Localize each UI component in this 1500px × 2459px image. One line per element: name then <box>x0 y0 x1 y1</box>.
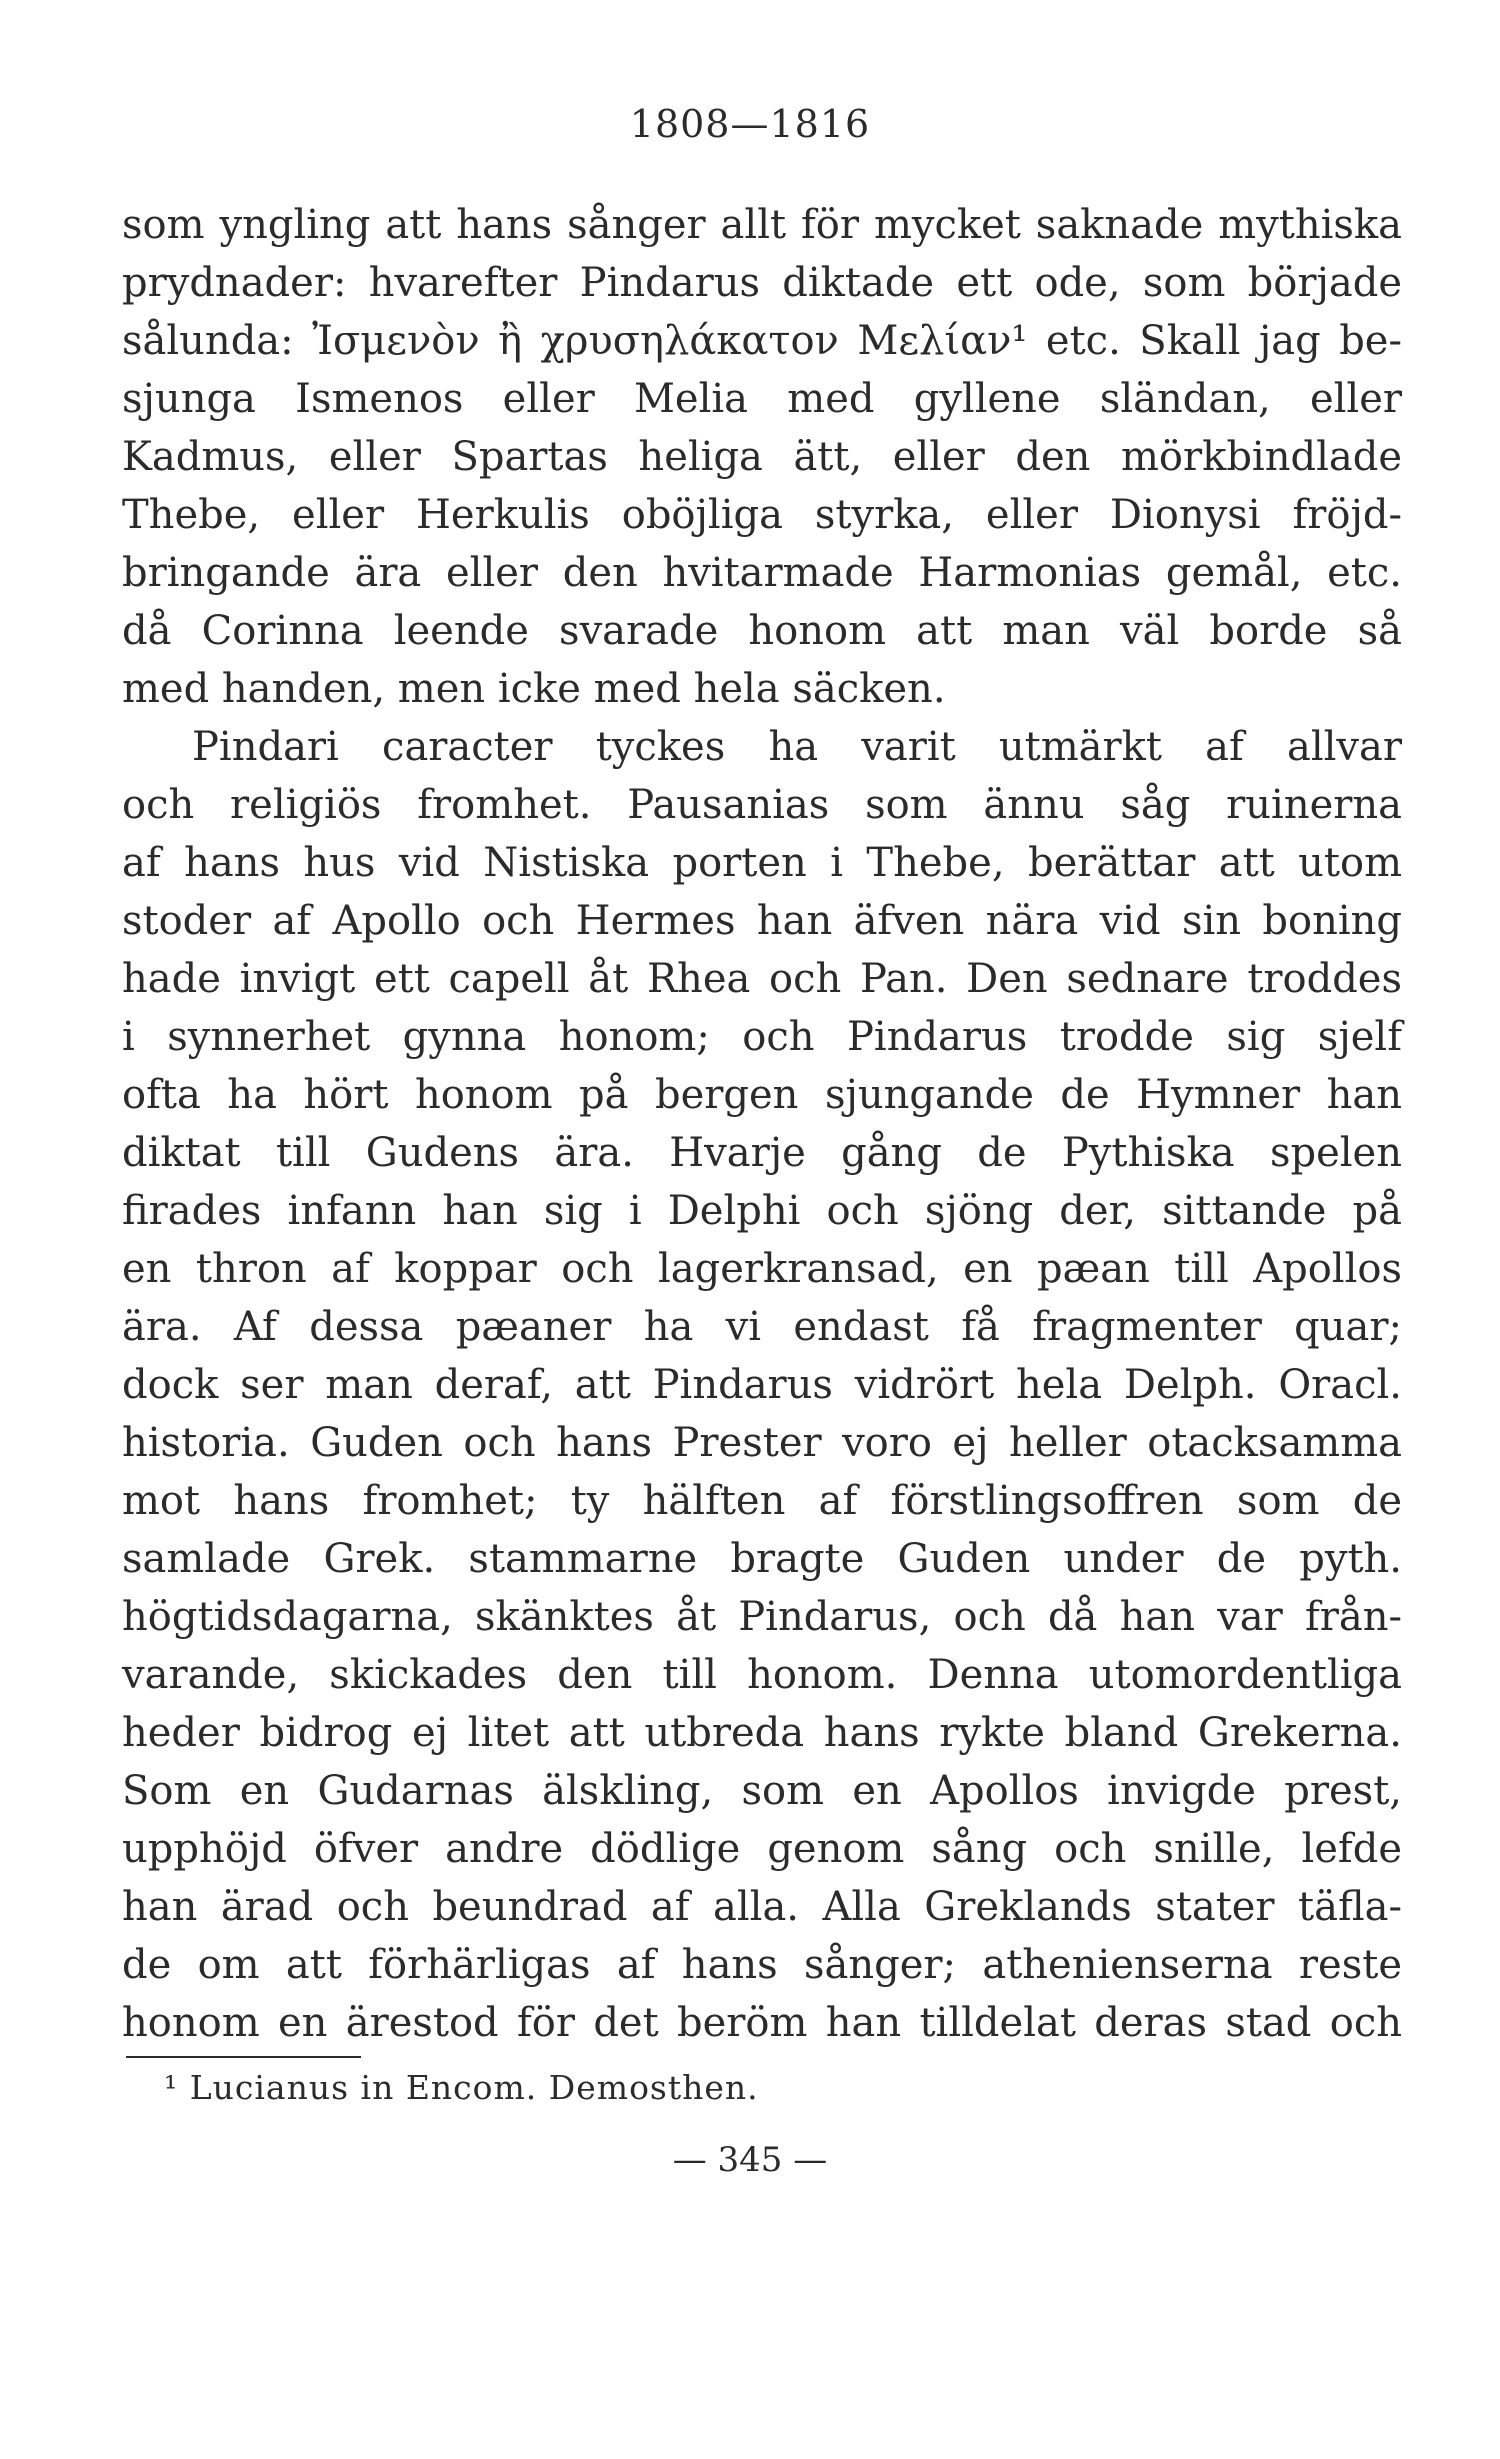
text-line: honom en ärestod för det beröm han tilldelat deras stad och <box>122 2000 1402 2046</box>
text-line: ära. Af dessa pæaner ha vi endast få fragmenter quar; <box>122 1304 1402 1350</box>
text-line: Kadmus, eller Spartas heliga ätt, eller den mörkbindlade <box>122 434 1402 480</box>
text-line: bringande ära eller den hvitarmade Harmonias gemål, etc. <box>122 550 1402 596</box>
text-line: ofta ha hört honom på bergen sjungande de Hymner han <box>122 1072 1402 1118</box>
text-line: med handen, men icke med hela säcken. <box>122 666 946 712</box>
page-number: — 345 — <box>672 2140 828 2180</box>
text-line: heder bidrog ej litet att utbreda hans rykte bland Grekerna. <box>122 1710 1402 1756</box>
text-line: historia. Guden och hans Prester voro ej heller otacksamma <box>122 1420 1402 1466</box>
text-line: i synnerhet gynna honom; och Pindarus trodde sig sjelf <box>122 1014 1402 1060</box>
footnote: ¹ Lucianus in Encom. Demosthen. <box>164 2068 759 2107</box>
text-line: mot hans fromhet; ty hälften af förstlingsoffren som de <box>122 1478 1402 1524</box>
text-line: af hans hus vid Nistiska porten i Thebe, berättar att utom <box>122 840 1402 886</box>
text-line: sålunda: Ἰσμενὸν ἢ χρυσηλάκατον Μελίαν¹ etc. Skall jag be- <box>122 318 1402 364</box>
text-line: firades infann han sig i Delphi och sjöng der, sittande på <box>122 1188 1402 1234</box>
text-line: Som en Gudarnas älskling, som en Apollos invigde prest, <box>122 1768 1402 1814</box>
text-line: som yngling att hans sånger allt för mycket saknade mythiska <box>122 202 1402 248</box>
body-text <box>122 196 1402 2052</box>
text-line: han ärad och beundrad af alla. Alla Greklands stater täfla- <box>122 1884 1402 1930</box>
footnote-divider <box>126 2056 361 2058</box>
text-line: och religiös fromhet. Pausanias som ännu såg ruinerna <box>122 782 1402 828</box>
text-line: en thron af koppar och lagerkransad, en pæan till Apollos <box>122 1246 1402 1292</box>
text-line: dock ser man deraf, att Pindarus vidrört hela Delph. Oracl. <box>122 1362 1402 1408</box>
text-line: de om att förhärligas af hans sånger; athenienserna reste <box>122 1942 1402 1988</box>
text-line: högtidsdagarna, skänktes åt Pindarus, och då han var från- <box>122 1594 1402 1640</box>
text-line: då Corinna leende svarade honom att man väl borde så <box>122 608 1402 654</box>
text-line: Pindari caracter tyckes ha varit utmärkt af allvar <box>192 724 1402 770</box>
text-line: varande, skickades den till honom. Denna utomordentliga <box>122 1652 1402 1698</box>
text-line: prydnader: hvarefter Pindarus diktade ett ode, som började <box>122 260 1402 306</box>
text-line: hade invigt ett capell åt Rhea och Pan. Den sednare troddes <box>122 956 1402 1002</box>
text-line: samlade Grek. stammarne bragte Guden under de pyth. <box>122 1536 1402 1582</box>
text-line: upphöjd öfver andre dödlige genom sång och snille, lefde <box>122 1826 1402 1872</box>
running-head: 1808—1816 <box>629 102 871 146</box>
text-line: sjunga Ismenos eller Melia med gyllene sländan, eller <box>122 376 1402 422</box>
text-line: diktat till Gudens ära. Hvarje gång de Pythiska spelen <box>122 1130 1402 1176</box>
text-line: Thebe, eller Herkulis oböjliga styrka, eller Dionysi fröjd- <box>122 492 1402 538</box>
text-line: stoder af Apollo och Hermes han äfven nära vid sin boning <box>122 898 1402 944</box>
